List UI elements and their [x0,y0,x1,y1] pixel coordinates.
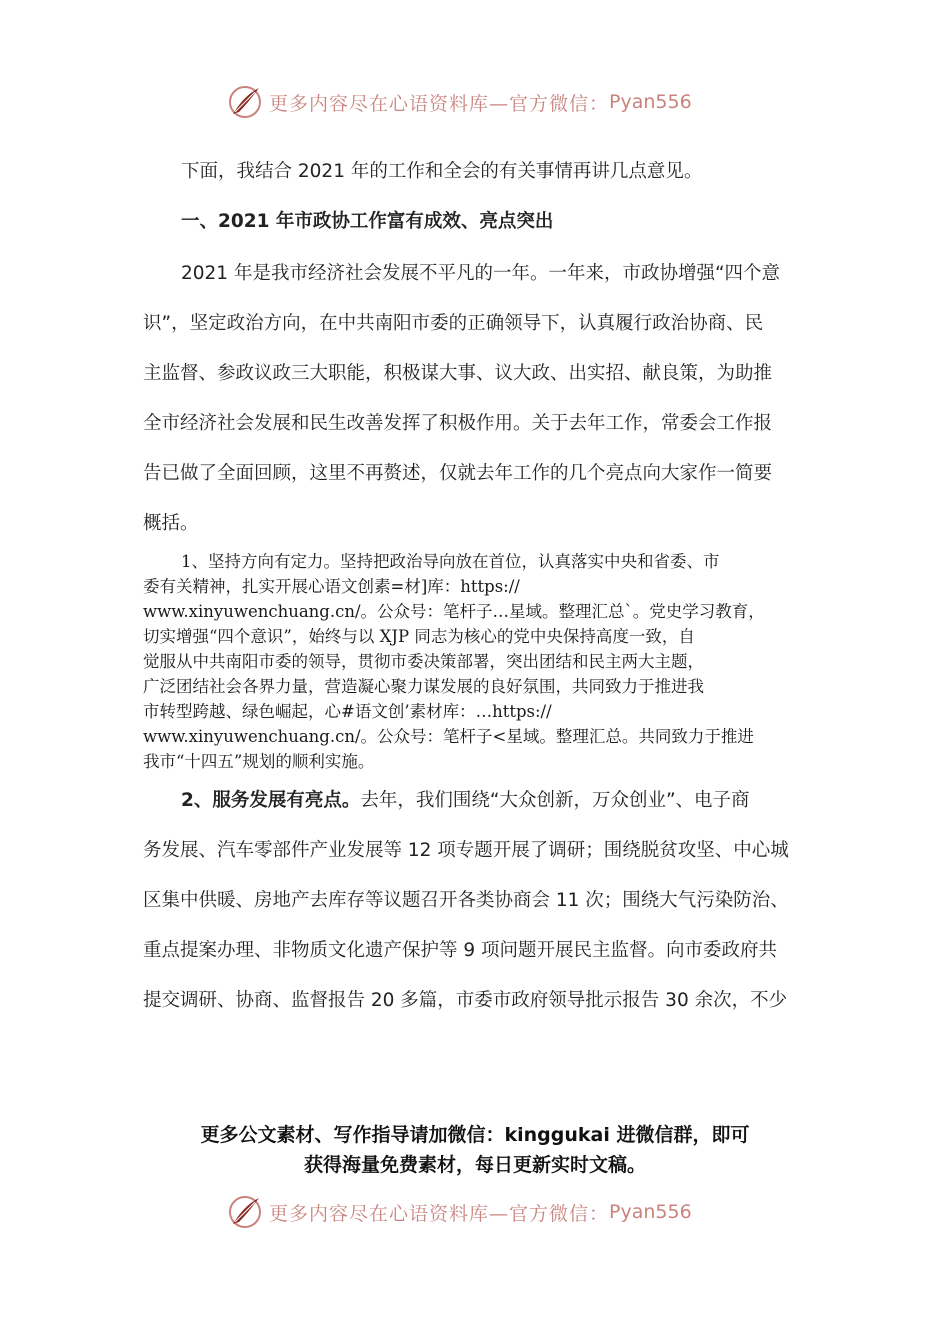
header-brand [225,82,725,122]
paragraph-line: 觉服从中共南阳市委的领导，贯彻市委决策部署，突出团结和民主两大主题， [143,652,704,671]
header-brand-text: 更多内容尽在心语资料库—官方微信： [269,92,610,115]
paragraph-line [181,786,750,812]
paragraph-line: www.xinyuwenchuang.cn/。公众号：笔杆子…星域。整理汇总`。党史学习教育， [143,602,765,621]
paragraph-line: 区集中供暖、房地产去库存等议题召开各类协商会 11 次；围绕大气污染防治、 [143,890,789,911]
paragraph-line: 市转型跨越、绿色崛起，心#语文创’素材库：…https:// [143,702,552,721]
paragraph-line: 委有关精神，扎实开展心语文创素=材]库：https:// [143,577,520,596]
quill-pen-logo-icon [225,82,265,122]
paragraph-line: 切实增强“四个意识”，始终与以 XJP 同志为核心的党中央保持高度一致，自 [143,627,695,646]
paragraph-line: www.xinyuwenchuang.cn/。公众号：笔杆子<星域。整理汇总。共同致力于推进 [143,727,754,746]
point-2-text: 去年，我们围绕“大众创新，万众创业”、电子商 [360,790,750,811]
footer-promo-line: 获得海量免费素材，每日更新实时文稿。 [303,1154,646,1176]
section-heading: 一、2021 年市政协工作富有成效、亮点突出 [181,211,554,232]
paragraph-line: 主监督、参政议政三大职能，积极谋大事、议大政、出实招、献良策，为助推 [143,363,773,384]
footer-promo-line: 更多公文素材、写作指导请加微信：kinggukai 进微信群，即可 [200,1124,750,1146]
paragraph-line: 1、坚持方向有定力。坚持把政治导向放在首位，认真落实中央和省委、市 [181,552,720,571]
paragraph-line: 我市“十四五”规划的顺利实施。 [143,752,375,771]
paragraph-line: 全市经济社会发展和民生改善发挥了积极作用。关于去年工作，常委会工作报 [143,413,773,434]
footer-promo [120,1120,830,1180]
footer-brand-text: 更多内容尽在心语资料库—官方微信： [269,1202,610,1225]
intro-paragraph: 下面，我结合 2021 年的工作和全会的有关事情再讲几点意见。 [181,161,703,182]
paragraph-line: 重点提案办理、非物质文化遗产保护等 9 项问题开展民主监督。向市委政府共 [143,940,778,961]
footer-brand-wechat: Pyan556 [609,1201,692,1223]
quill-pen-logo-icon [225,1192,265,1232]
paragraph-line: 告已做了全面回顾，这里不再赘述，仅就去年工作的几个亮点向大家作一简要 [143,463,773,484]
footer-brand [225,1192,725,1232]
paragraph-line: 广泛团结社会各界力量，营造凝心聚力谋发展的良好氛围，共同致力于推进我 [143,677,704,696]
paragraph-line: 概括。 [143,513,199,534]
paragraph-line: 务发展、汽车零部件产业发展等 12 项专题开展了调研；围绕脱贫攻坚、中心城 [143,840,789,861]
paragraph-line: 提交调研、协商、监督报告 20 多篇，市委市政府领导批示报告 30 余次，不少 [143,990,788,1011]
paragraph-line: 2021 年是我市经济社会发展不平凡的一年。一年来，市政协增强“四个意 [181,263,781,284]
header-brand-wechat: Pyan556 [609,91,692,113]
paragraph-line: 识”，坚定政治方向，在中共南阳市委的正确领导下，认真履行政治协商、民 [143,313,764,334]
point-2-title: 2、服务发展有亮点。 [181,790,361,811]
